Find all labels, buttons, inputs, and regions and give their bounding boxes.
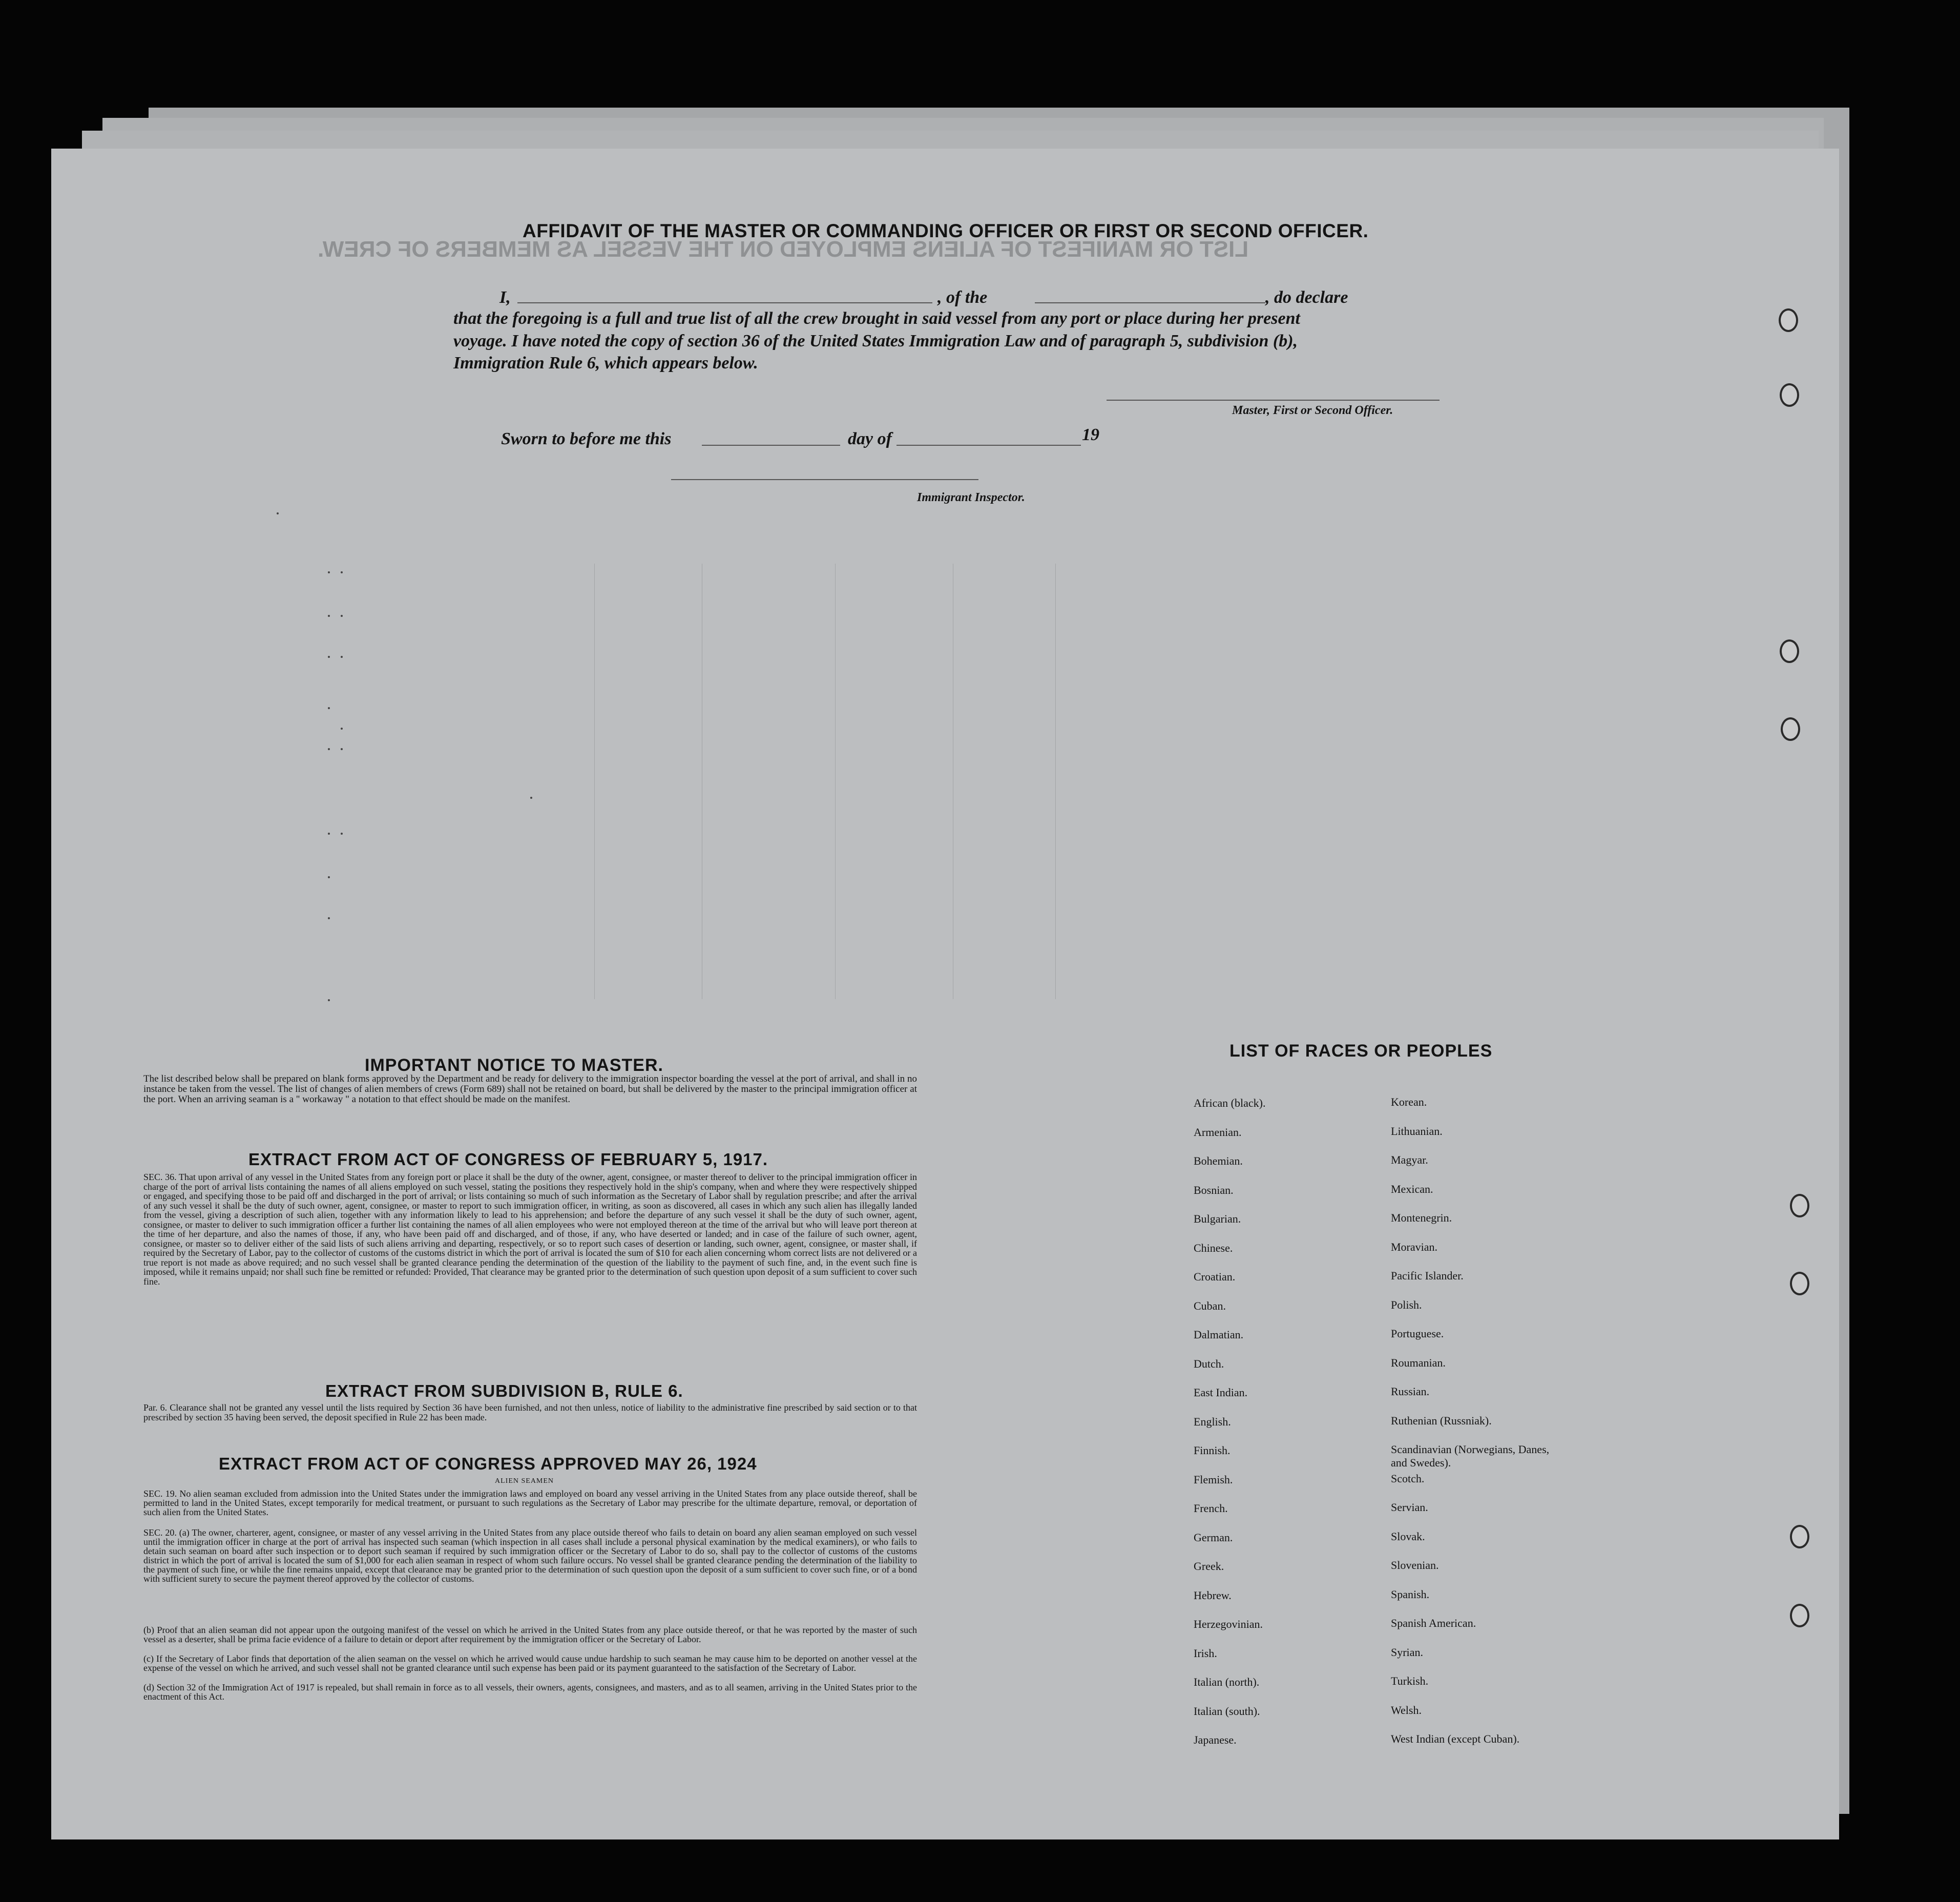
- race-item: Syrian.: [1391, 1645, 1423, 1659]
- race-item: Scotch.: [1391, 1472, 1425, 1485]
- dot-mark: [341, 615, 343, 617]
- extract-1924-sec20c: (c) If the Secretary of Labor finds that deportation of the alien seaman on the vessel on which he arrived would cause undue hardship to such seaman he may cause him to be deported on another vessel at the expense of the vessel on which he arrived, and such vessel shall not be granted clearance until such expense has been paid or its payment guaranteed to the satisfaction of the Secretary of Labor.: [143, 1653, 917, 1673]
- column-rule: [835, 564, 836, 999]
- race-item: Turkish.: [1391, 1674, 1429, 1687]
- rule6-text: Par. 6. Clearance shall not be granted any vessel until the lists required by Section 36 have been furnished, and not then unless, notice of liability to the administrative fine prescribed by said section or to that prescribed by section 35 having been served, the deposit specified in Rule 22 has been made.: [143, 1402, 917, 1422]
- race-item: German.: [1194, 1531, 1233, 1544]
- race-item: Chinese.: [1194, 1241, 1233, 1254]
- race-item: Slovenian.: [1391, 1559, 1439, 1572]
- sworn-day-blank: [702, 445, 840, 446]
- race-item: Greek.: [1194, 1560, 1224, 1573]
- dot-mark: [341, 833, 343, 835]
- column-rule: [1055, 564, 1056, 999]
- race-item: Cuban.: [1194, 1299, 1226, 1312]
- extract-1924-subtitle: ALIEN SEAMEN: [495, 1477, 554, 1485]
- binder-hole: [1781, 717, 1800, 741]
- dot-mark: [328, 999, 330, 1001]
- race-item: Italian (north).: [1194, 1676, 1260, 1688]
- dot-mark: [341, 571, 343, 573]
- binder-hole: [1780, 383, 1799, 407]
- notice-text: The list described below shall be prepared on blank forms approved by the Department and be ready for delivery to the immigration inspector boarding the vessel at the port of arrival, and shall in no instance be taken from the vessel. The list of changes of alien members of crews (Form 689) shall not be retained on board, but shall be delivered by the master to the principal immigration officer at the port. When an arriving seaman is a " workaway " a notation to that effect should be made on the manifest.: [143, 1073, 917, 1105]
- race-item: Polish.: [1391, 1298, 1422, 1311]
- race-item: Mexican.: [1391, 1182, 1433, 1195]
- race-item: Japanese.: [1194, 1733, 1237, 1746]
- race-item: Dalmatian.: [1194, 1328, 1244, 1341]
- form-page: [51, 149, 1839, 1839]
- race-item: Portuguese.: [1391, 1327, 1444, 1340]
- bleed-through-title: LIST OR MANIFEST OF ALIENS EMPLOYED ON THE VESSEL AS MEMBERS OF CREW.: [318, 237, 1249, 262]
- race-item: Dutch.: [1194, 1357, 1224, 1370]
- dot-mark: [328, 748, 330, 750]
- binder-hole: [1790, 1272, 1809, 1295]
- sworn-year: 19: [1082, 425, 1099, 444]
- binder-hole: [1779, 308, 1798, 332]
- sworn-month-blank: [896, 445, 1081, 446]
- race-item: Pacific Islander.: [1391, 1269, 1464, 1282]
- race-item: Korean.: [1391, 1095, 1427, 1108]
- races-left-column: [1194, 1097, 1265, 1763]
- race-item: Slovak.: [1391, 1529, 1425, 1543]
- race-item: Finnish.: [1194, 1444, 1231, 1457]
- binder-hole: [1790, 1194, 1809, 1217]
- inspector-label: Immigrant Inspector.: [917, 491, 1025, 504]
- dot-mark: [328, 707, 330, 709]
- dot-mark: [341, 656, 343, 658]
- extract-1924-title: EXTRACT FROM ACT OF CONGRESS APPROVED MAY 26, 1924: [219, 1454, 757, 1473]
- race-item: Bulgarian.: [1194, 1212, 1241, 1225]
- race-item: Servian.: [1391, 1501, 1428, 1514]
- name-blank: [517, 302, 932, 303]
- signature-line: [1107, 400, 1440, 401]
- binder-hole: [1790, 1525, 1809, 1548]
- race-item: African (black).: [1194, 1097, 1266, 1109]
- race-item: French.: [1194, 1502, 1228, 1515]
- race-item: Irish.: [1194, 1646, 1217, 1660]
- binder-hole: [1780, 639, 1799, 663]
- affidavit-line-2: voyage. I have noted the copy of section 36 of the United States Immigration Law and of paragraph 5, subdivision (b),: [453, 332, 1298, 350]
- dot-mark: [341, 728, 343, 730]
- dot-mark: [530, 797, 532, 799]
- race-item: Italian (south).: [1194, 1704, 1260, 1718]
- race-item: Montenegrin.: [1391, 1211, 1452, 1224]
- dot-mark: [328, 876, 330, 878]
- affidavit-do-declare: , do declare: [1265, 288, 1348, 307]
- race-item: Scandinavian (Norwegians, Danes, and Swedes).: [1391, 1443, 1550, 1469]
- binder-hole: [1790, 1604, 1809, 1627]
- extract-1924-sec20a: SEC. 20. (a) The owner, charterer, agent, consignee, or master of any vessel arriving in the United States from any place outside thereof who fails to detain on board any alien seaman employed on such vessel until the immigration officer in charge at the port of arrival has inspected such seaman (which inspection in all cases shall include a personal physical examination by the medical examiners), or who fails to detain such seaman on board after such inspection or to deport such seaman if required by such immigration officer or the Secretary of Labor to do so, shall pay to the collector of customs of the customs district in which the port of arrival is located the sum of $1,000 for each alien seaman in respect of whom such failure occurs. No vessel shall be granted clearance pending the determination of the liability to the payment of such fine, or while the fine remains unpaid, except that clearance may be granted prior to the determination of such question upon the deposit of a sum sufficient to cover such fine, or of a bond with sufficient surety to secure the payment thereof approved by the collector of customs.: [143, 1527, 917, 1584]
- affidavit-title: AFFIDAVIT OF THE MASTER OR COMMANDING OFFICER OR FIRST OR SECOND OFFICER.: [523, 220, 1369, 241]
- race-item: Armenian.: [1194, 1125, 1242, 1139]
- sworn-prefix: Sworn to before me this: [501, 429, 672, 448]
- affidavit-i-label: I,: [499, 288, 511, 307]
- race-item: Russian.: [1391, 1385, 1430, 1398]
- race-item: Bohemian.: [1194, 1154, 1243, 1167]
- race-item: Hebrew.: [1194, 1588, 1232, 1602]
- rule6-title: EXTRACT FROM SUBDIVISION B, RULE 6.: [325, 1381, 683, 1400]
- dot-mark: [328, 571, 330, 573]
- race-item: Moravian.: [1391, 1240, 1438, 1253]
- extract-1924-sec20b: (b) Proof that an alien seaman did not appear upon the outgoing manifest of the vessel on which he arrived in the United States from any place outside thereof, or that he was reported by the master of such vessel as a deserter, shall be prima facie evidence of a failure to detain or deport after requirement by the immigration officer or the Secretary of Labor.: [143, 1625, 917, 1644]
- dot-mark: [328, 615, 330, 617]
- race-item: West Indian (except Cuban).: [1391, 1732, 1520, 1745]
- vessel-blank: [1035, 302, 1265, 303]
- notice-title: IMPORTANT NOTICE TO MASTER.: [365, 1056, 663, 1075]
- signature-label: Master, First or Second Officer.: [1232, 404, 1393, 417]
- race-item: Welsh.: [1391, 1703, 1422, 1717]
- sworn-day-of: day of: [848, 429, 892, 448]
- dot-mark: [341, 748, 343, 750]
- race-item: Bosnian.: [1194, 1183, 1234, 1196]
- race-item: Magyar.: [1391, 1153, 1428, 1166]
- extract-1924-sec20d: (d) Section 32 of the Immigration Act of 1917 is repealed, but shall remain in force as to all vessels, their owners, agents, consignees, and masters, and as to all seamen, arriving in the United States prior to the enactment of this Act.: [143, 1682, 917, 1702]
- races-right-column: [1391, 1095, 1560, 1762]
- race-item: Lithuanian.: [1391, 1124, 1443, 1138]
- inspector-signature-line: [671, 479, 978, 480]
- dot-mark: [328, 656, 330, 658]
- race-item: Herzegovinian.: [1194, 1618, 1263, 1630]
- extract-1924-sec19: SEC. 19. No alien seaman excluded from admission into the United States under the immigration laws and employed on board any vessel arriving in the United States from any place outside thereof, shall be permitted to land in the United States, except temporarily for medical treatment, or pursuant to such regulations as the Secretary of Labor may prescribe for the ultimate departure, removal, or deportation of such alien from the United States.: [143, 1488, 917, 1517]
- race-item: Croatian.: [1194, 1270, 1236, 1283]
- extract-1917-title: EXTRACT FROM ACT OF CONGRESS OF FEBRUARY 5, 1917.: [248, 1150, 768, 1169]
- dot-mark: [328, 917, 330, 919]
- column-rule: [594, 564, 595, 999]
- race-item: English.: [1194, 1415, 1231, 1428]
- affidavit-line-1: that the foregoing is a full and true list of all the crew brought in said vessel from any port or place during her present: [453, 309, 1300, 328]
- race-item: East Indian.: [1194, 1386, 1248, 1399]
- race-item: Flemish.: [1194, 1473, 1233, 1486]
- race-item: Roumanian.: [1391, 1356, 1446, 1369]
- races-title: LIST OF RACES OR PEOPLES: [1229, 1041, 1493, 1061]
- race-item: Ruthenian (Russniak).: [1391, 1414, 1492, 1427]
- race-item: Spanish.: [1391, 1587, 1430, 1601]
- affidavit-of-the: , of the: [937, 288, 988, 307]
- race-item: Spanish American.: [1391, 1617, 1476, 1629]
- affidavit-line-3: Immigration Rule 6, which appears below.: [453, 354, 758, 373]
- dot-mark: [277, 512, 279, 514]
- dot-mark: [328, 833, 330, 835]
- extract-1917-text: SEC. 36. That upon arrival of any vessel in the United States from any foreign port or place it shall be the duty of the owner, agent, consignee, or master thereof to deliver to the principal immigration officer in charge of the port of arrival lists containing the names of all aliens employed on such vessel, stating the positions they respectively hold in the ship's company, when and where they were respectively shipped or engaged, and specifying those to be paid off and discharged in the port of arrival; or lists containing so much of such information as the Secretary of Labor shall by regulation prescribe; and after the arrival of any such vessel it shall be the duty of such owner, agent, consignee, or master to report to such immigration officer, in writing, as soon as discovered, all cases in which any such alien has illegally landed from the vessel, giving a description of such alien, together with any information likely to lead to his apprehension; and before the departure of any such vessel it shall be the duty of such owner, agent, consignee, or master to deliver to such immigration officer a further list containing the names of all alien employees who were not employed thereon at the time of the arrival but who will leave port thereon at the time of her departure, and also the names of those, if any, who have been paid off and discharged, and of those, if any, who have deserted or landed; and in case of the failure of such owner, agent, consignee, or master so to deliver either of the said lists of such aliens arriving and departing, respectively, or so to report such cases of desertion or landing, such owner, agent, consignee, or master shall, if required by the Secretary of Labor, pay to the collector of customs of the customs district in which the port of arrival is located the sum of $10 for each alien concerning whom correct lists are not delivered or a true report is not made as above required; and no such vessel shall be granted clearance pending the determination of the question of the liability to the payment of such fine, and, in the event such fine is imposed, while it remains unpaid; nor shall such fine be remitted or refunded: Provided, That clearance may be granted prior to the determination of such question upon deposit of a sum sufficient to cover such fine.: [143, 1172, 917, 1287]
